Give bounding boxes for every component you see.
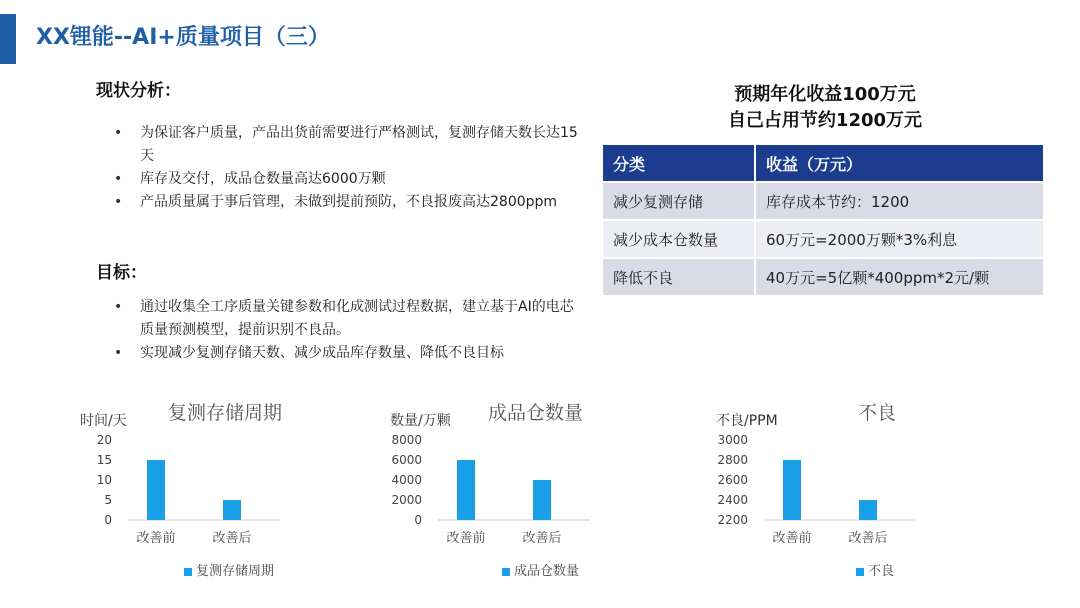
chart-ylabel: 数量/万颗 — [390, 413, 451, 429]
bar — [859, 500, 877, 520]
goal-list — [114, 296, 584, 365]
y-tick-label: 20 — [96, 433, 112, 447]
legend-label: 复测存储周期 — [196, 564, 275, 579]
bar — [223, 500, 241, 520]
table-cell: 减少复测存储 — [603, 182, 755, 220]
table-row — [603, 182, 1043, 220]
title-accent-bar — [0, 14, 16, 64]
bar — [783, 460, 801, 520]
y-tick-label: 2000 — [391, 493, 422, 507]
goal-heading: 目标： — [96, 263, 147, 283]
goal-bullet: • 实现减少复测存储天数、减少成品库存数量、降低不良目标 — [114, 342, 584, 365]
table-cell: 减少成本仓数量 — [603, 220, 755, 258]
legend-swatch — [502, 568, 510, 576]
legend-label: 成品仓数量 — [514, 564, 580, 579]
x-tick-label: 改善后 — [848, 531, 888, 546]
y-tick-label: 15 — [96, 453, 112, 467]
chart-title: 复测存储周期 — [168, 402, 283, 424]
table-cell: 60万元=2000万颗*3%利息 — [755, 220, 1043, 258]
x-tick-label: 改善前 — [136, 531, 176, 546]
chart-legend — [856, 560, 894, 579]
current-status-heading: 现状分析： — [96, 81, 181, 101]
benefit-headline-savings: 自己占用节约1200万元 — [727, 110, 923, 131]
chart-legend — [184, 560, 274, 579]
legend-swatch — [184, 568, 192, 576]
column-header: 收益（万元） — [755, 145, 1043, 182]
x-tick-label: 改善前 — [772, 531, 812, 546]
current-bullet: • 产品质量属于事后管理，未做到提前预防，不良报废高达2800ppm — [114, 191, 584, 214]
chart-cycle-time — [80, 430, 300, 550]
y-tick-label: 2600 — [717, 473, 748, 487]
table-row — [603, 220, 1043, 258]
x-tick-label: 改善后 — [522, 531, 562, 546]
chart-legend — [502, 560, 579, 579]
bar — [147, 460, 165, 520]
y-tick-label: 2800 — [717, 453, 748, 467]
column-header: 分类 — [603, 145, 755, 182]
chart-title: 成品仓数量 — [488, 402, 584, 424]
y-tick-label: 4000 — [391, 473, 422, 487]
y-tick-label: 3000 — [717, 433, 748, 447]
chart-ylabel: 时间/天 — [80, 413, 127, 429]
page-title: XX锂能--AI+质量项目（三） — [36, 25, 330, 50]
y-tick-label: 2200 — [717, 513, 748, 527]
y-tick-label: 2400 — [717, 493, 748, 507]
table-header-row — [603, 145, 1043, 182]
current-status-list — [114, 122, 584, 214]
chart-ylabel: 不良/PPM — [716, 413, 778, 429]
y-tick-label: 10 — [96, 473, 112, 487]
bar — [533, 480, 551, 520]
benefit-table — [603, 145, 1043, 295]
current-bullet: • 库存及交付，成品仓数量高达6000万颗 — [114, 168, 584, 191]
y-tick-label: 0 — [414, 513, 422, 527]
table-cell: 降低不良 — [603, 258, 755, 295]
current-bullet: • 为保证客户质量，产品出货前需要进行严格测试，复测存储天数长达15天 — [114, 122, 584, 168]
y-tick-label: 8000 — [391, 433, 422, 447]
legend-swatch — [856, 568, 864, 576]
bar — [457, 460, 475, 520]
table-row — [603, 258, 1043, 295]
chart-inventory — [390, 430, 610, 550]
legend-label: 不良 — [868, 564, 895, 579]
goal-bullet: • 通过收集全工序质量关键参数和化成测试过程数据，建立基于AI的电芯质量预测模型，提前识别不良品。 — [114, 296, 584, 342]
y-tick-label: 5 — [104, 493, 112, 507]
x-tick-label: 改善前 — [446, 531, 486, 546]
chart-title: 不良 — [858, 402, 897, 424]
y-tick-label: 0 — [104, 513, 112, 527]
table-cell: 40万元=5亿颗*400ppm*2元/颗 — [755, 258, 1043, 295]
table-cell: 库存成本节约：1200 — [755, 182, 1043, 220]
benefit-headline-annual: 预期年化收益100万元 — [734, 84, 916, 105]
x-tick-label: 改善后 — [212, 531, 252, 546]
y-tick-label: 6000 — [391, 453, 422, 467]
chart-defects — [716, 430, 936, 550]
